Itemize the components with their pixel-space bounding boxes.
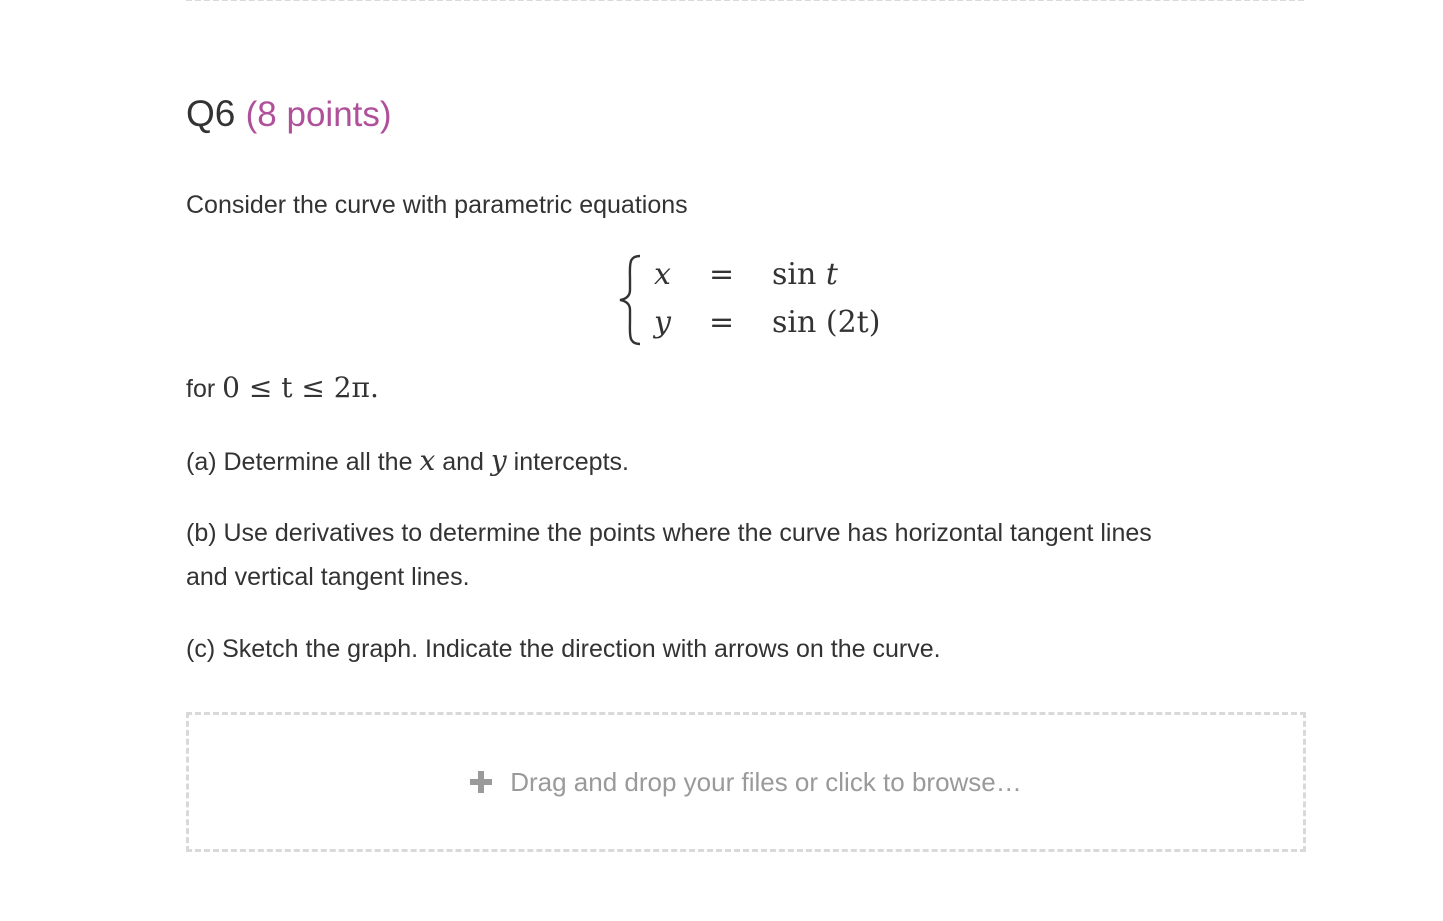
equation-row1-fn: sin: [772, 257, 817, 292]
equation-row1-lhs: x: [654, 257, 671, 292]
left-brace: [616, 252, 644, 348]
question-number: Q6: [186, 93, 236, 134]
domain-statement: [186, 366, 379, 411]
equation-row2-rel: =: [709, 305, 735, 340]
equation-row1-arg: t: [825, 257, 838, 292]
top-divider: [186, 0, 1304, 1]
equation-row1-rel: =: [709, 257, 735, 292]
file-upload-dropzone[interactable]: [186, 712, 1306, 852]
question-title: [186, 92, 392, 137]
dropzone-content[interactable]: [470, 767, 1022, 798]
parametric-equations: [616, 252, 886, 348]
dropzone-label: Drag and drop your files or click to browse…: [510, 766, 1022, 797]
equation-row1-rhs: [772, 255, 838, 295]
plus-icon: [470, 771, 492, 793]
part-a-var-y: y: [490, 444, 507, 477]
equation-row2-arg: (2t): [825, 305, 881, 340]
part-b-line1: (b) Use derivatives to determine the points where the curve has horizontal tangent lines: [186, 519, 1152, 547]
part-a-pre: (a) Determine all the: [186, 448, 413, 476]
part-b-line2: and vertical tangent lines.: [186, 563, 470, 591]
equation-row2-fn: sin: [772, 305, 817, 340]
domain-prefix: for: [186, 375, 216, 403]
equation-row2-rhs: [772, 303, 880, 343]
question-points: (8 points): [245, 95, 392, 134]
domain-math: 0 ≤ t ≤ 2π.: [222, 371, 379, 404]
part-a: [186, 439, 629, 484]
part-c: (c) Sketch the graph. Indicate the direction with arrows on the curve.: [186, 635, 941, 663]
part-a-var-x: x: [419, 444, 436, 477]
question-intro: Consider the curve with parametric equations: [186, 191, 688, 219]
part-a-post: intercepts.: [513, 448, 629, 476]
equation-row2-lhs: y: [654, 305, 671, 340]
part-a-mid: and: [442, 448, 484, 476]
